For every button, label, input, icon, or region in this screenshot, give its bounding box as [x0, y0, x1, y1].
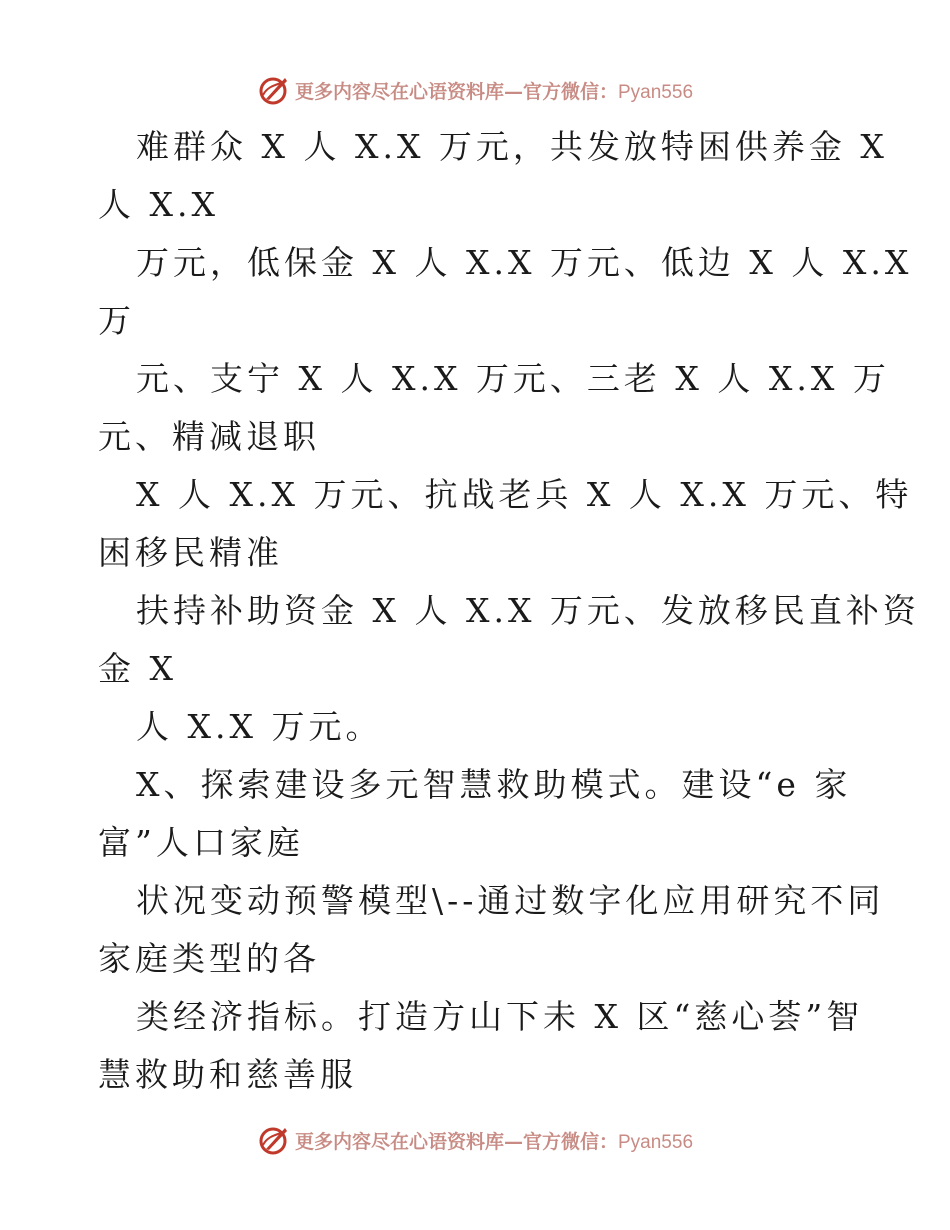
text-line: 扶持补助资金 X 人 X.X 万元、发放移民直补资	[136, 591, 920, 630]
watermark-label: 更多内容尽在心语资料库—官方微信：	[294, 80, 618, 103]
watermark-wechat-id: Pyan556	[618, 1131, 694, 1153]
text-line: 万	[98, 301, 135, 340]
quill-logo-icon	[257, 73, 291, 107]
watermark-label: 更多内容尽在心语资料库—官方微信：	[294, 1130, 618, 1153]
text-line: 万元，低保金 X 人 X.X 万元、低边 X 人 X.X	[136, 243, 913, 282]
watermark-text	[295, 77, 693, 104]
document-body	[98, 118, 920, 1104]
watermark-text	[295, 1127, 693, 1154]
text-line: 人 X.X	[98, 185, 219, 224]
text-line: 难群众 X 人 X.X 万元，共发放特困供养金 X	[136, 127, 888, 166]
quill-logo-icon	[257, 1123, 291, 1157]
text-line: X、探索建设多元智慧救助模式。建设“e 家	[136, 765, 852, 804]
text-line: X 人 X.X 万元、抗战老兵 X 人 X.X 万元、特	[136, 475, 913, 514]
text-line: 富”人口家庭	[98, 823, 304, 862]
text-line: 困移民精准	[98, 533, 283, 572]
text-line: 慧救助和慈善服	[98, 1055, 357, 1094]
text-line: 元、精减退职	[98, 417, 320, 456]
header-watermark	[0, 70, 950, 110]
watermark-wechat-id: Pyan556	[618, 81, 694, 103]
footer-watermark	[0, 1120, 950, 1160]
text-line: 状况变动预警模型\--通过数字化应用研究不同	[136, 881, 885, 920]
text-line: 元、支宁 X 人 X.X 万元、三老 X 人 X.X 万	[136, 359, 890, 398]
text-line: 人 X.X 万元。	[136, 707, 383, 746]
text-line: 家庭类型的各	[98, 939, 320, 978]
text-line: 类经济指标。打造方山下未 X 区“慈心荟”智	[136, 997, 864, 1036]
text-line: 金 X	[98, 649, 177, 688]
